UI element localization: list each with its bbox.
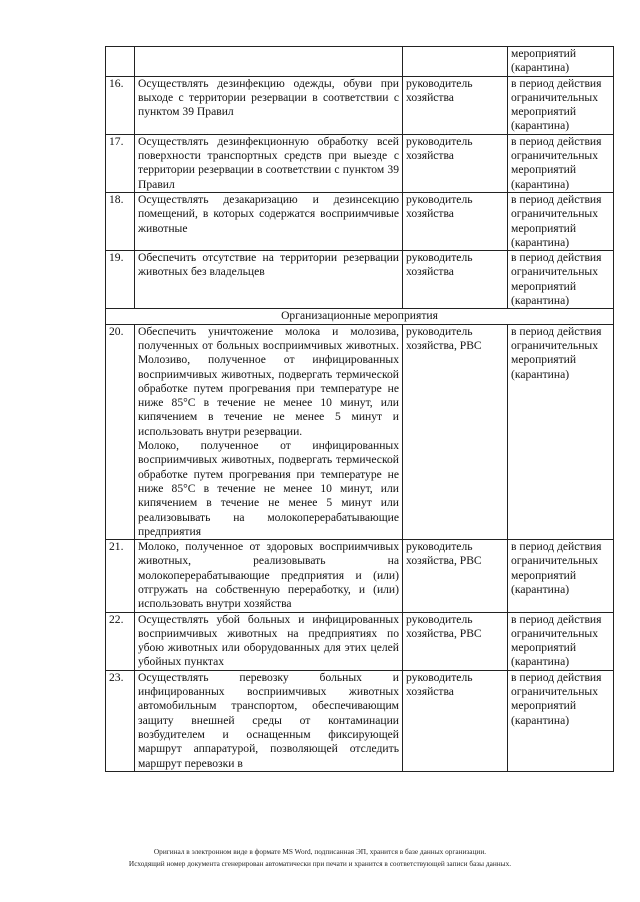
period: в период действия ограничительных мероприятий (карантина) [508, 540, 614, 612]
responsible-party: руководитель хозяйства [403, 134, 508, 192]
table-row [106, 612, 614, 670]
row-number: 21. [106, 540, 135, 612]
measure-description [135, 670, 403, 771]
measure-paragraph: Обеспечить отсутствие на территории резервации животных без владельцев [138, 251, 399, 279]
responsible-party: руководитель хозяйства [403, 76, 508, 134]
row-number: 22. [106, 612, 135, 670]
table-row [106, 540, 614, 612]
measure-paragraph: Осуществлять убой больных и инфицированных восприимчивых животных на предприятиях по убою животных или оборудованных для этих целей убойных пунктах [138, 612, 399, 669]
table-row [106, 134, 614, 192]
row-number: 23. [106, 670, 135, 771]
responsible-party: руководитель хозяйства, РВС [403, 324, 508, 539]
measure-paragraph: Осуществлять дезакаризацию и дезинсекцию помещений, в которых содержатся восприимчивые животные [138, 192, 399, 235]
row-number [106, 47, 135, 77]
responsible-party: руководитель хозяйства [403, 251, 508, 309]
footer-line-original: Оригинал в электронном виде в формате MS Word, подписанная ЭП, хранится в базе данных организации. [153, 847, 487, 856]
row-number: 20. [106, 324, 135, 539]
table-row [106, 251, 614, 309]
row-number: 16. [106, 76, 135, 134]
table-row [106, 192, 614, 250]
table-row [106, 324, 614, 539]
section-header-row [106, 309, 614, 324]
measure-description [135, 540, 403, 612]
measure-paragraph: Осуществлять перевозку больных и инфицированных восприимчивых животных автомобильным транспортом, обеспечивающим защиту внешней среды от контаминации возбудителем и оснащенным фиксирующей маршрут аппаратурой, позволяющей отследить маршрут перевозки в [138, 670, 399, 770]
footer-line-number: Исходящий номер документа сгенерирован автоматически при печати и хранится в соответствующей записи базы данных. [128, 858, 512, 868]
measure-description [135, 47, 403, 77]
measure-description [135, 76, 403, 134]
measure-description [135, 612, 403, 670]
measure-description [135, 192, 403, 250]
period: в период действия ограничительных мероприятий (карантина) [508, 670, 614, 771]
row-number: 19. [106, 251, 135, 309]
measure-description [135, 134, 403, 192]
table-row [106, 670, 614, 771]
responsible-party [403, 47, 508, 77]
measure-paragraph: Молоко, полученное от здоровых восприимчивых животных, реализовывать на молокоперерабатывающие предприятия и (или) отгружать на собственную переработку, и (или) использовать внутри хозяйства [138, 540, 399, 611]
period: в период действия ограничительных мероприятий (карантина) [508, 324, 614, 539]
measure-paragraph: Осуществлять дезинфекцию одежды, обуви при выходе с территории резервации в соответствии с пунктом 39 Правил [138, 76, 399, 119]
measures-table [105, 46, 614, 772]
measure-description [135, 251, 403, 309]
period: в период действия ограничительных мероприятий (карантина) [508, 76, 614, 134]
period: мероприятий (карантина) [508, 47, 614, 77]
table-row [106, 76, 614, 134]
row-number: 17. [106, 134, 135, 192]
period: в период действия ограничительных мероприятий (карантина) [508, 134, 614, 192]
responsible-party: руководитель хозяйства [403, 192, 508, 250]
row-number: 18. [106, 192, 135, 250]
period: в период действия ограничительных мероприятий (карантина) [508, 251, 614, 309]
measure-description [135, 324, 403, 539]
document-footer [0, 846, 640, 869]
measure-paragraph: Осуществлять дезинфекционную обработку всей поверхности транспортных средств при выезде с территории резервации в соответствии с пунктом 39 Правил [138, 134, 399, 191]
measure-paragraph: Молоко, полученное от инфицированных восприимчивых животных, подвергать термической обработке путем прогревания при температуре не ниже 85°С в течение не менее 10 минут, или кипячением в течение не менее 5 минут или реализовывать на молокоперерабатывающие предприятия [138, 439, 399, 538]
responsible-party: руководитель хозяйства, РВС [403, 612, 508, 670]
section-title: Организационные мероприятия [106, 309, 614, 324]
period: в период действия ограничительных мероприятий (карантина) [508, 612, 614, 670]
period: в период действия ограничительных мероприятий (карантина) [508, 192, 614, 250]
measure-paragraph: Обеспечить уничтожение молока и молозива, полученных от больных восприимчивых животных. Молозиво, полученное от инфицированных восприимчивых животных, подвергать термической обработке путем прогревания при температуре не ниже 85°С в течение не менее 10 минут, или кипячением в течение не менее 5 минут и использовать внутри резервации. [138, 324, 399, 438]
responsible-party: руководитель хозяйства, РВС [403, 540, 508, 612]
table-row [106, 47, 614, 77]
responsible-party: руководитель хозяйства [403, 670, 508, 771]
